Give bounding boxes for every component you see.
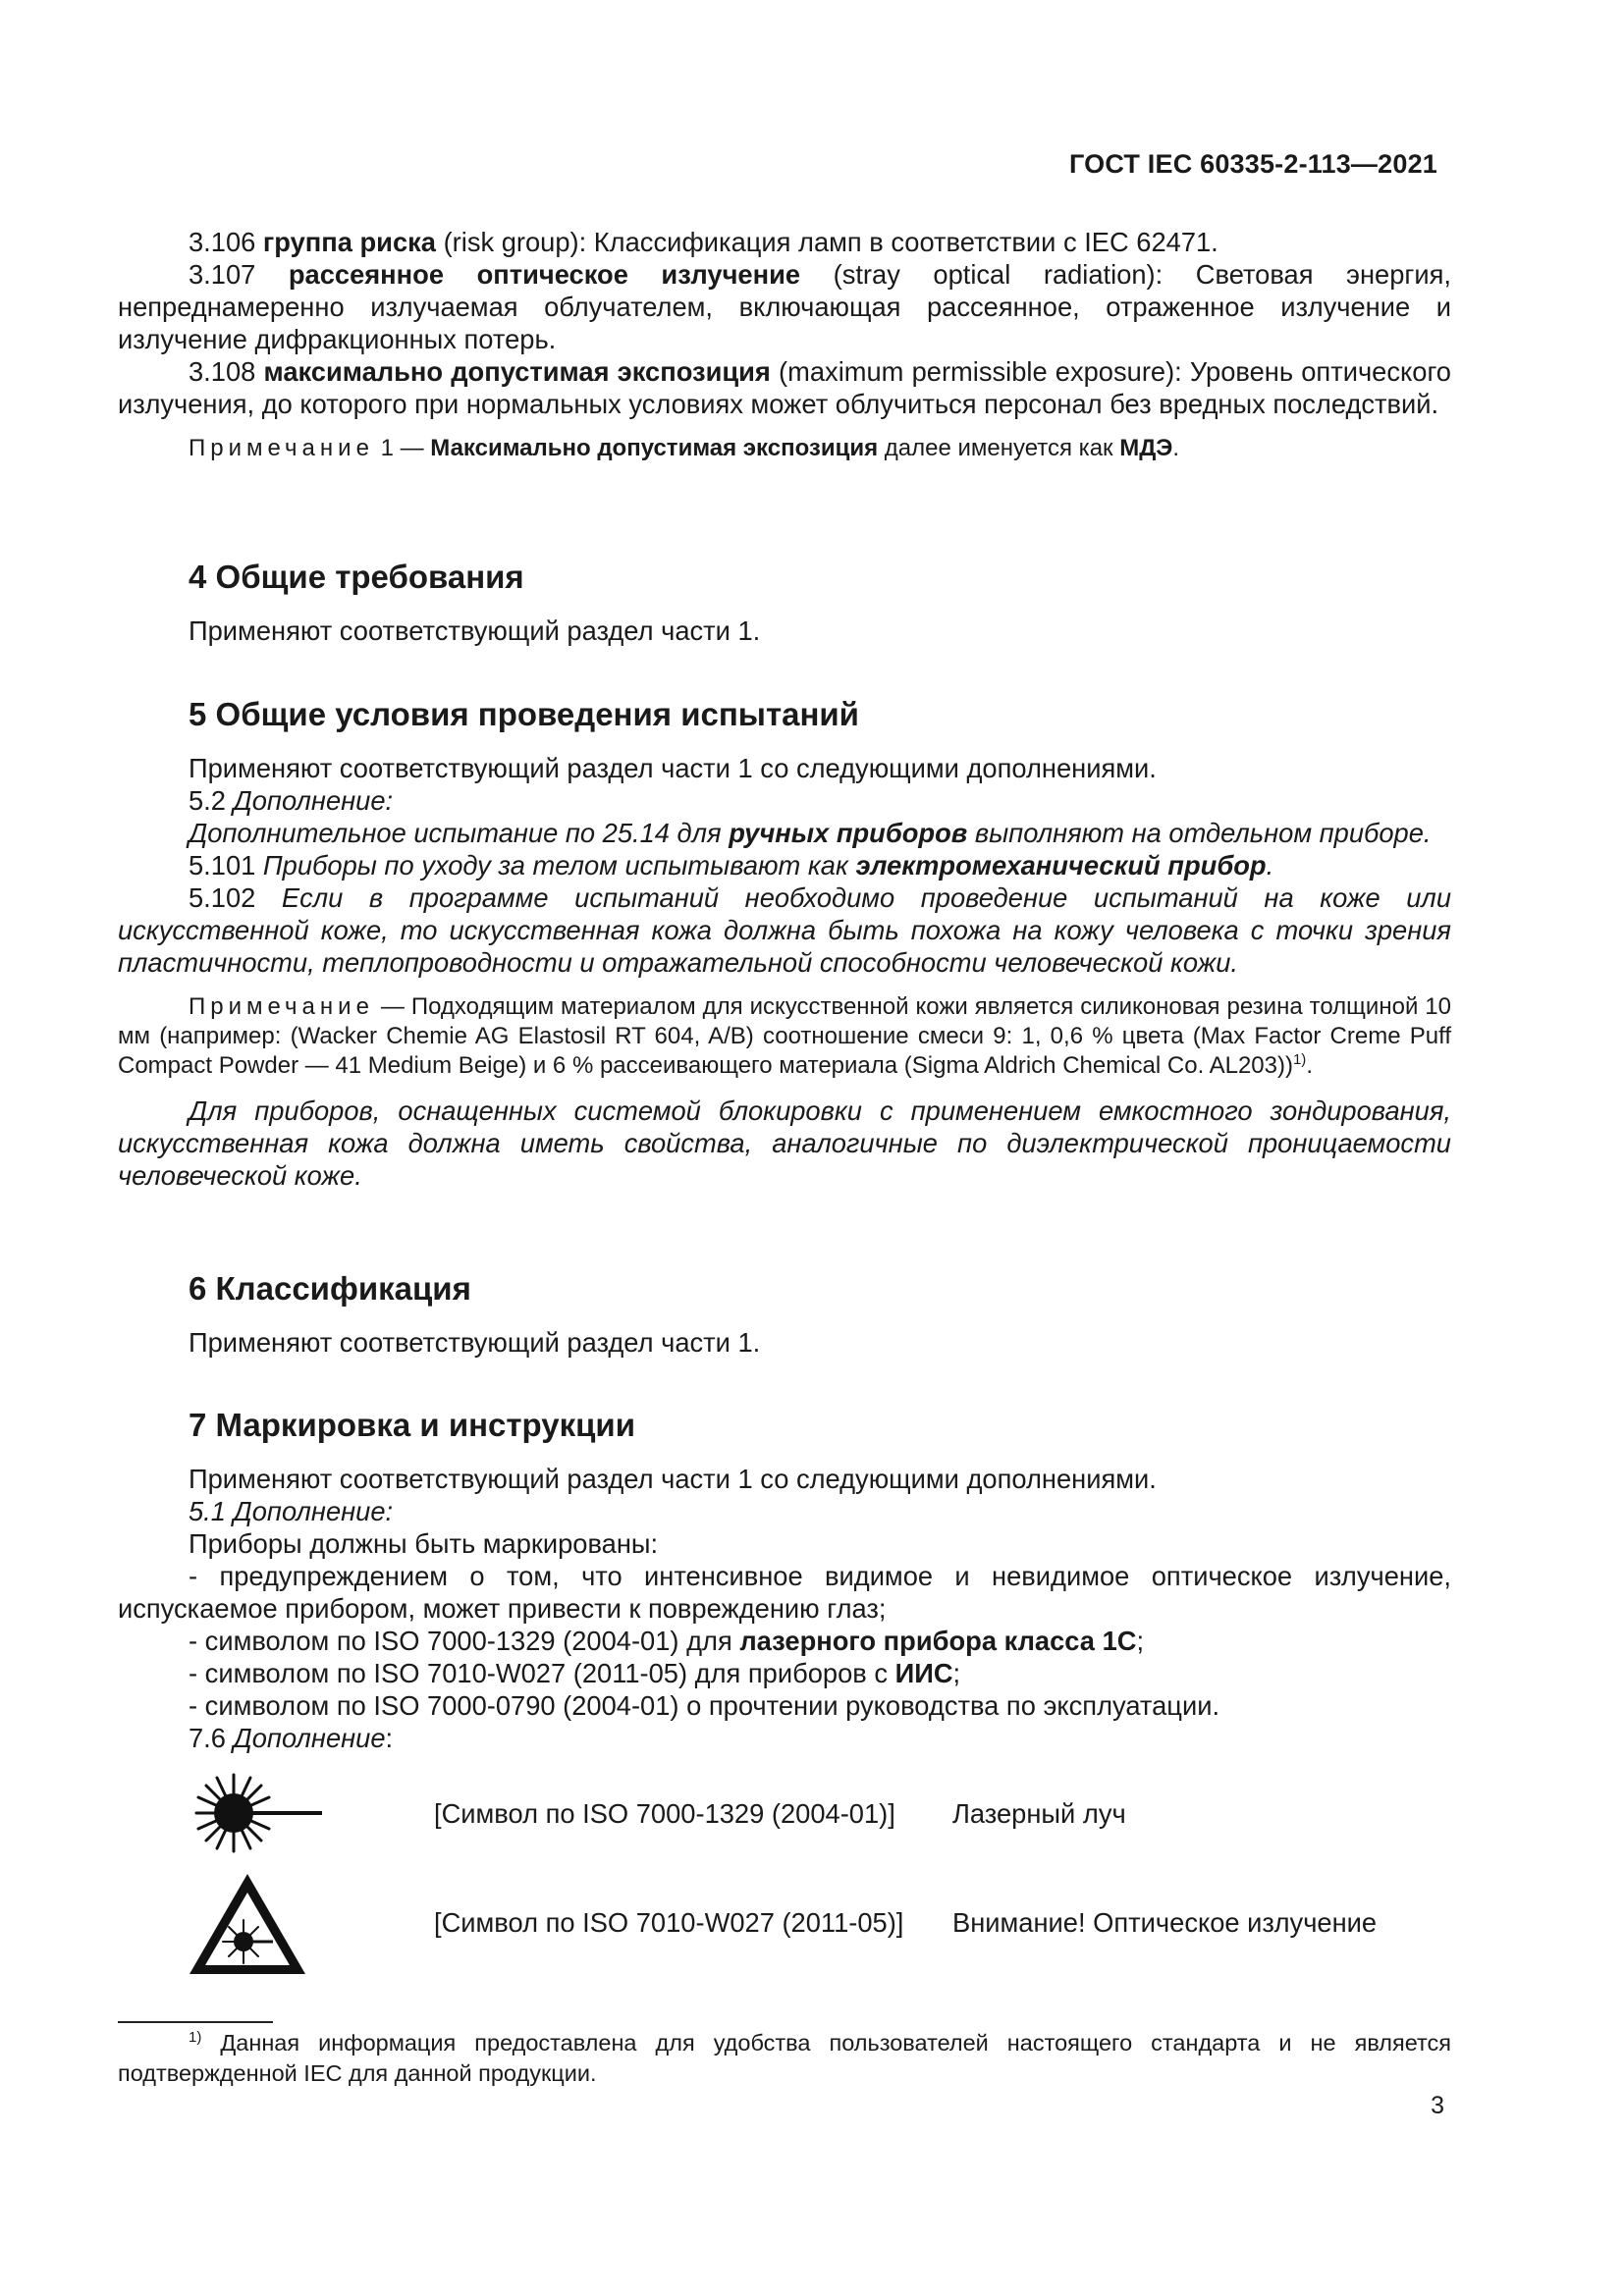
term: максимально допустимая экспозиция [263,356,771,387]
addition-text: Дополнительное испытание по 25.14 для ручных приборов выполняют на отдельном приборе. [189,818,1432,848]
symbol-reference: [Символ по ISO 7010-W027 (2011-05)] [434,1907,904,1938]
symbol-row-optical-radiation [187,1871,1463,1979]
section-7 [118,1406,1451,1754]
term: рассеянное оптическое излучение [288,259,801,290]
section-4 [118,558,1451,647]
footnote: $^{1)}$ Данная информация предоставлена для удобства пользователей настоящего стандарта и не является подтвержденной IEC для данной продукции. [118,2029,1451,2086]
section-5 [118,695,1451,1192]
footnote-divider [118,2021,273,2023]
clause-5-2: 5.2 Дополнение: [189,785,394,816]
symbol-reference: [Символ по ISO 7000-1329 (2004-01)] [434,1798,895,1829]
marking-requirement: Приборы должны быть маркированы: [189,1528,659,1559]
section-heading: 4 Общие требования [189,559,524,595]
note-artificial-skin: Примечание — Подходящим материалом для искусственной кожи является силиконовая резина толщиной 10 мм (например: (Wacker Chemie AG Elastosil RT 604, A/B) соотношение смеси 9: 1, 0,6 % цвета (Max Factor Creme Puff Compact Powder — 41 Medium Beige) и 6 % рассеивающего материала (Sigma Aldrich Chemical Co. AL203))$^{1)}$. [118,993,1451,1079]
term: группа риска [262,227,436,257]
definitions-block [118,226,1451,463]
section-intro: Применяют соответствующий раздел части 1 со следующими дополнениями. [189,753,1157,783]
symbol-description: Внимание! Оптическое излучение [952,1907,1378,1938]
definition-3-106: 3.106 группа риска (risk group): Классификация ламп в соответствии с IEC 62471. [189,227,1218,257]
note-1: Примечание 1 — Максимально допустимая экспозиция далее именуется как МДЭ. [189,435,1180,461]
list-item: - символом по ISO 7000-1329 (2004-01) для лазерного прибора класса 1С; [189,1626,1145,1656]
symbol-row-laser [187,1767,1463,1875]
section-text: Применяют соответствующий раздел части 1. [189,615,761,646]
definition-3-107: 3.107 рассеянное оптическое излучение (stray optical radiation): Световая энергия, непреднамеренно излучаемая облучателем, включающая рассеянное, отраженное излучение и излучение дифракционных потерь. [118,259,1451,354]
section-heading: 6 Классификация [189,1270,471,1307]
section-heading: 7 Маркировка и инструкции [189,1407,636,1443]
clause-5-1: 5.1 Дополнение: [189,1496,394,1526]
section-intro: Применяют соответствующий раздел части 1 со следующими дополнениями. [189,1464,1157,1494]
clause-7-6: 7.6 Дополнение: [189,1723,394,1753]
standard-header: ГОСТ IEC 60335-2-113—2021 [1069,149,1437,179]
section-heading: 5 Общие условия проведения испытаний [189,696,859,732]
optical-radiation-warning-icon [187,1871,308,1977]
list-item: - символом по ISO 7000-0790 (2004-01) о прочтении руководства по эксплуатации. [189,1690,1220,1721]
list-item: - предупреждением о том, что интенсивное видимое и невидимое оптическое излучение, испускаемое прибором, может привести к повреждению глаз; [118,1561,1451,1624]
section-text: Применяют соответствующий раздел части 1. [189,1327,761,1358]
laser-beam-icon [187,1767,324,1860]
page-number: 3 [1431,2092,1444,2119]
list-item: - символом по ISO 7010-W027 (2011-05) для приборов с ИИС; [189,1658,961,1688]
definition-3-108: 3.108 максимально допустимая экспозиция (maximum permissible exposure): Уровень оптического излучения, до которого при нормальных условиях может облучиться персонал без вредных последствий. [118,356,1451,419]
blocking-system-text: Для приборов, оснащенных системой блокировки с применением емкостного зондирования, искусственная кожа должна иметь свойства, аналогичные по диэлектрической проницаемости человеческой коже. [118,1095,1451,1191]
clause-5-102: 5.102 Если в программе испытаний необходимо проведение испытаний на коже или искусственной коже, то искусственная кожа должна быть похожа на кожу человека с точки зрения пластичности, теплопроводности и отражательной способности человеческой кожи. [118,882,1451,978]
clause-5-101: 5.101 Приборы по уходу за телом испытывают как электромеханический прибор. [189,850,1274,881]
symbol-description: Лазерный луч [952,1798,1126,1829]
section-6 [118,1269,1451,1359]
